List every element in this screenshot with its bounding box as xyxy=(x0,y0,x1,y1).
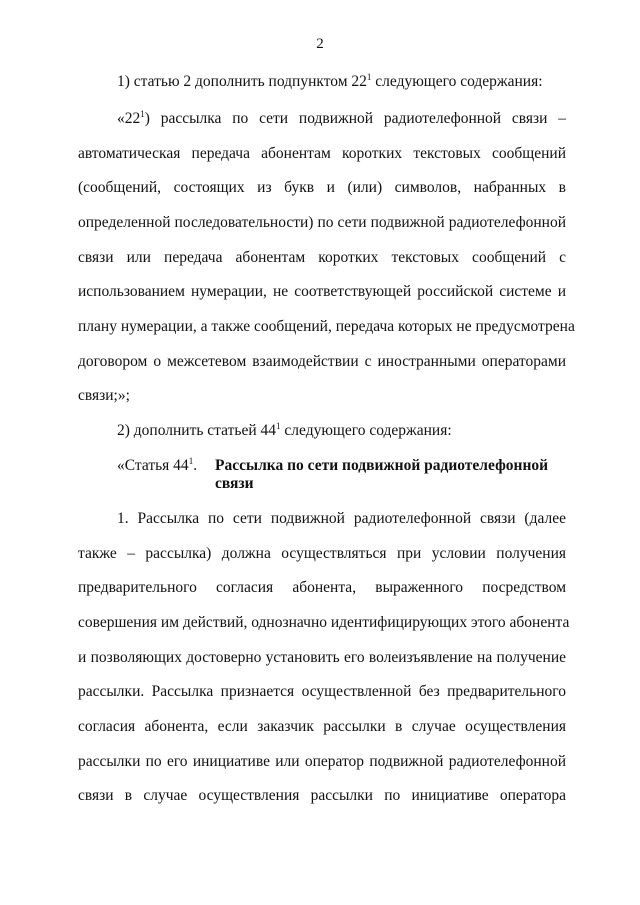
item2-tail: следующего содержания: xyxy=(280,422,452,439)
paragraph1-line: 1. Рассылка по сети подвижной радиотелефонной связи (далее xyxy=(117,510,566,527)
definition-open: «22 xyxy=(117,110,141,127)
page-number: 2 xyxy=(316,36,324,52)
definition-line: автоматическая передача абонентам коротких текстовых сообщений xyxy=(78,145,566,162)
paragraph1-line: совершения им действий, однозначно идентифицирующих этого абонента xyxy=(78,614,570,631)
definition-first-line xyxy=(117,109,566,129)
article-dot: . xyxy=(193,457,198,474)
item1-tail: следующего содержания: xyxy=(371,73,543,90)
definition-line: связи;»; xyxy=(78,387,130,404)
definition-line: плану нумерации, а также сообщений, передача которых не предусмотрена xyxy=(78,318,575,335)
paragraph1-line: рассылки. Рассылка признается осуществленной без предварительного xyxy=(78,683,566,700)
item1-superscript: 1 xyxy=(366,72,372,82)
article-superscript: 1 xyxy=(188,456,194,466)
definition-line: использованием нумерации, не соответствующей российской системе и xyxy=(78,283,566,300)
item1-line xyxy=(117,72,566,92)
definition-line: (сообщений, состоящих из букв и (или) символов, набранных в xyxy=(78,179,566,196)
item2-superscript: 1 xyxy=(276,421,281,431)
item1-lead: 1) статью 2 дополнить подпунктом 22 xyxy=(117,73,367,90)
paragraph1-line: рассылки по его инициативе или оператор подвижной радиотелефонной xyxy=(78,753,566,770)
definition-line: определенной последовательности) по сети подвижной радиотелефонной xyxy=(78,214,566,231)
definition-first-line-rest: ) рассылка по сети подвижной радиотелефонной связи – xyxy=(144,110,566,127)
article-title-continuation: связи xyxy=(215,475,254,492)
paragraph1-line: связи в случае осуществления рассылки по инициативе оператора xyxy=(78,787,566,804)
article-title: Рассылка по сети подвижной радиотелефонной xyxy=(215,457,549,474)
definition-line: связи или передача абонентам коротких текстовых сообщений с xyxy=(78,249,566,266)
definition-line: договором о межсетевом взаимодействии с иностранными операторами xyxy=(78,353,566,370)
item2-lead: 2) дополнить статьей 44 xyxy=(117,422,277,439)
article-heading xyxy=(117,456,197,476)
paragraph1-line: предварительного согласия абонента, выраженного посредством xyxy=(78,579,566,596)
definition-superscript: 1 xyxy=(140,109,145,119)
paragraph1-line: согласия абонента, если заказчик рассылки в случае осуществления xyxy=(78,718,566,735)
paragraph1-line: и позволяющих достоверно установить его волеизъявление на получение xyxy=(78,649,566,666)
paragraph1-line: также – рассылка) должна осуществляться при условии получения xyxy=(78,545,566,562)
item2-line xyxy=(117,421,566,441)
article-prefix: «Статья 44 xyxy=(117,457,189,474)
